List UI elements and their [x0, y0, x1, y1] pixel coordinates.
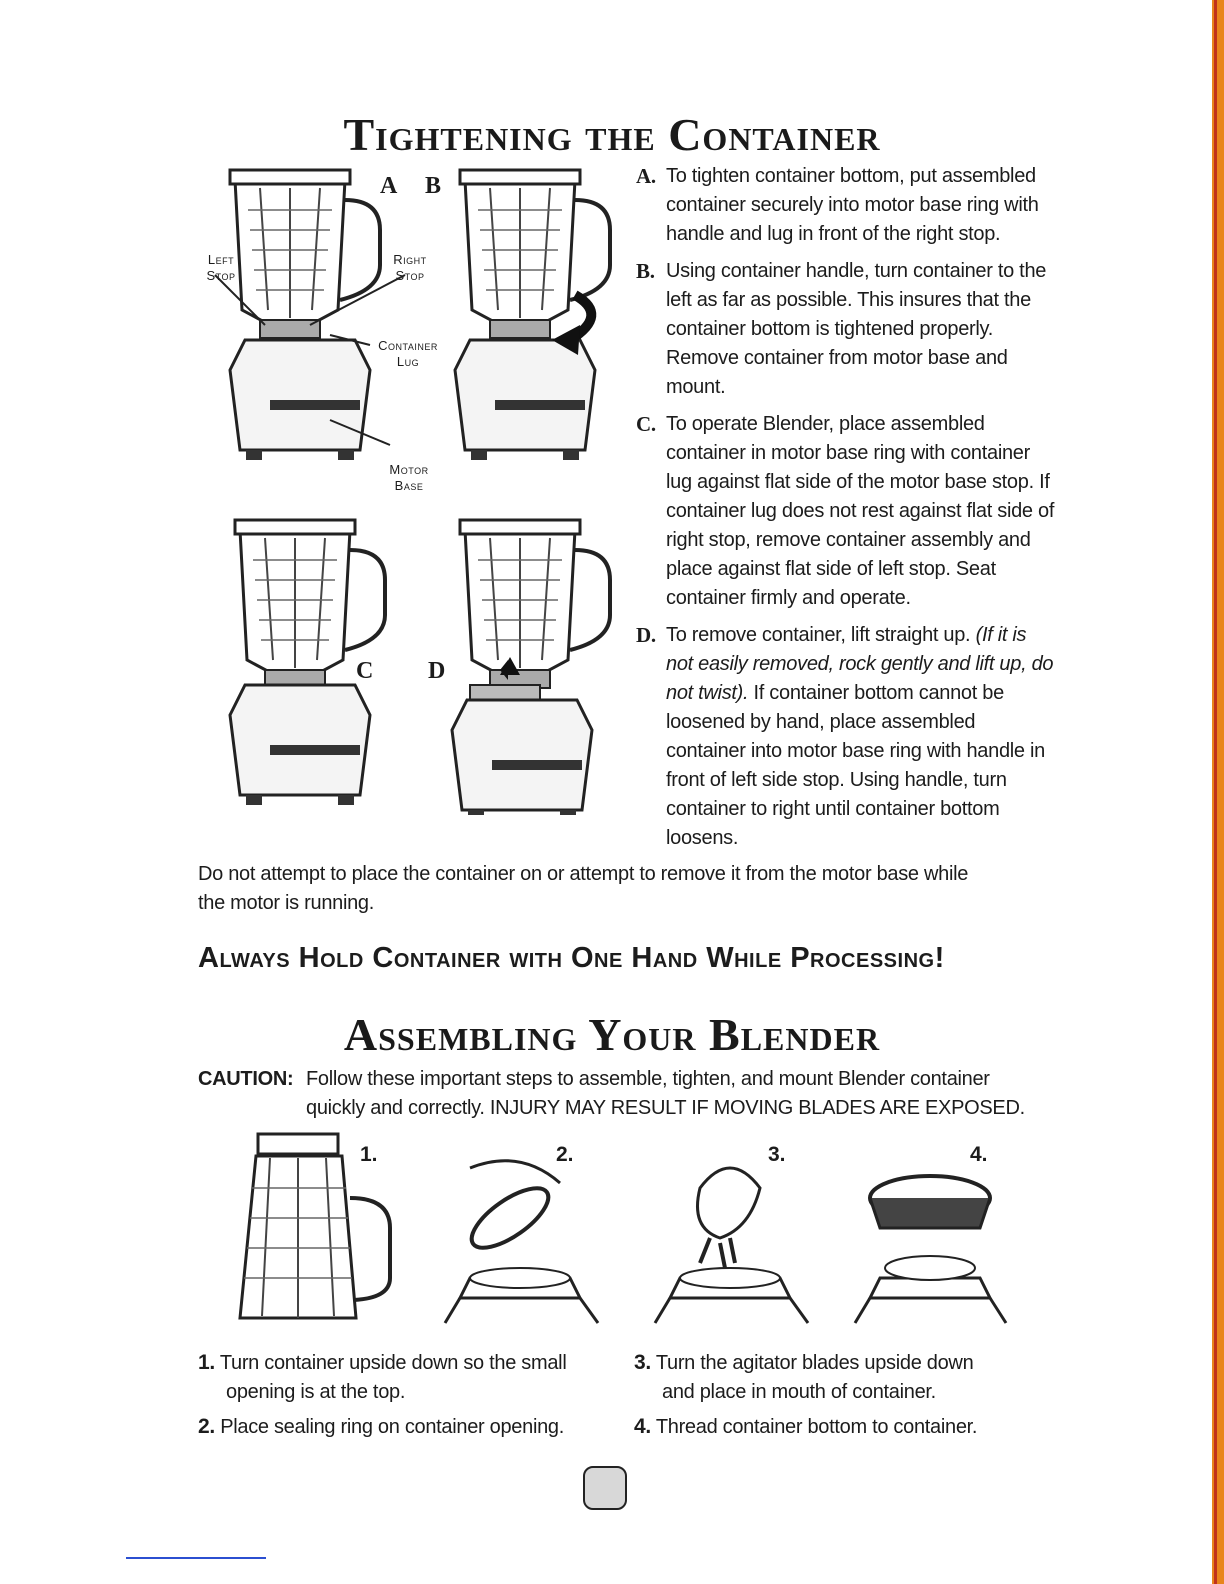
step-d-text-after: If container bottom cannot be loosened by hand, place assembled container into motor base ring with handle in front of left side stop. Using handle, turn container to right until container bottom loosens. — [666, 682, 1045, 849]
step-d — [636, 621, 1056, 853]
figure-1-number: 1. — [360, 1143, 378, 1166]
figure-a-label: A — [380, 173, 398, 199]
assembly-step-4 — [634, 1412, 1054, 1442]
page-edge-inner — [1214, 0, 1217, 1584]
assembly-step-2-line1: Place sealing ring on container opening. — [220, 1416, 564, 1438]
motor-base-label: Motor Base — [389, 462, 429, 493]
figure-2-sealing-ring — [445, 1161, 598, 1323]
assembly-step-3-line2: and place in mouth of container. — [662, 1381, 936, 1403]
assembly-step-4-line1: Thread container bottom to container. — [655, 1416, 978, 1438]
assembly-step-3-num: 3. — [634, 1351, 651, 1374]
container-lug-label: Container Lug — [378, 338, 438, 369]
step-d-text-before: To remove container, lift straight up. — [666, 624, 976, 646]
assembly-step-1-line2: opening is at the top. — [226, 1381, 406, 1403]
assembly-step-4-num: 4. — [634, 1415, 651, 1438]
figure-2-number: 2. — [556, 1143, 574, 1166]
caution-label: CAUTION: — [198, 1068, 294, 1090]
step-b-text: Using container handle, turn container to the left as far as possible. This insures that the container bottom is tightened properly. Remove container from motor base and mount. — [666, 260, 1047, 398]
assembling-title: Assembling Your Blender — [343, 1009, 881, 1060]
step-a-text: To tighten container bottom, put assembled container securely into motor base ring with handle and lug in front of the right stop. — [666, 165, 1039, 245]
step-c-letter: C. — [636, 412, 656, 436]
step-c-text: To operate Blender, place assembled container in motor base ring with container lug against flat side of the motor base stop. If container lug does not rest against flat side of right stop, remove container assembly and place against flat side of left stop. Seat container firmly and operate. — [666, 413, 1055, 609]
figure-d-label: D — [428, 658, 446, 684]
figure-b-label: B — [425, 173, 442, 199]
tightening-steps — [636, 162, 1056, 861]
step-b-letter: B. — [636, 259, 655, 283]
assembly-step-3 — [634, 1348, 1054, 1407]
assembly-step-2 — [198, 1412, 618, 1442]
assembly-step-3-line1: Turn the agitator blades upside down — [655, 1352, 974, 1374]
step-c — [636, 410, 1056, 613]
caution-block — [198, 1065, 1028, 1123]
assembly-step-1 — [198, 1348, 618, 1407]
assembly-illustrations — [230, 1128, 1010, 1338]
figure-c-label: C — [356, 658, 374, 684]
figure-3-agitator — [655, 1168, 808, 1323]
tightening-title: Tightening the Container — [343, 109, 881, 160]
step-a — [636, 162, 1056, 249]
running-warning: Do not attempt to place the container on or attempt to remove it from the motor base while the motor is running. — [198, 863, 969, 914]
step-d-letter: D. — [636, 623, 656, 647]
step-d-text-italic: (If it is not easily removed, rock gently and lift up, do not twist). — [666, 624, 1054, 704]
assembly-step-1-num: 1. — [198, 1351, 215, 1374]
footer-link-line[interactable] — [126, 1557, 266, 1559]
always-hold-notice: Always Hold Container with One Hand While Processing! — [198, 942, 945, 974]
assembly-step-1-line1: Turn container upside down so the small — [219, 1352, 567, 1374]
figure-3-number: 3. — [768, 1143, 786, 1166]
step-a-letter: A. — [636, 164, 656, 188]
left-stop-label: Left Stop — [206, 252, 236, 283]
step-b — [636, 257, 1056, 402]
right-stop-label: Right Stop — [393, 252, 427, 283]
figure-4-number: 4. — [970, 1143, 988, 1166]
page-number-box — [583, 1466, 627, 1510]
caution-text: Follow these important steps to assemble, tighten, and mount Blender container quickly and correctly. INJURY MAY RESULT IF MOVING BLADES ARE EXPOSED. — [306, 1068, 1025, 1119]
figure-4-container-bottom — [855, 1176, 1006, 1323]
assembly-step-2-num: 2. — [198, 1415, 215, 1438]
